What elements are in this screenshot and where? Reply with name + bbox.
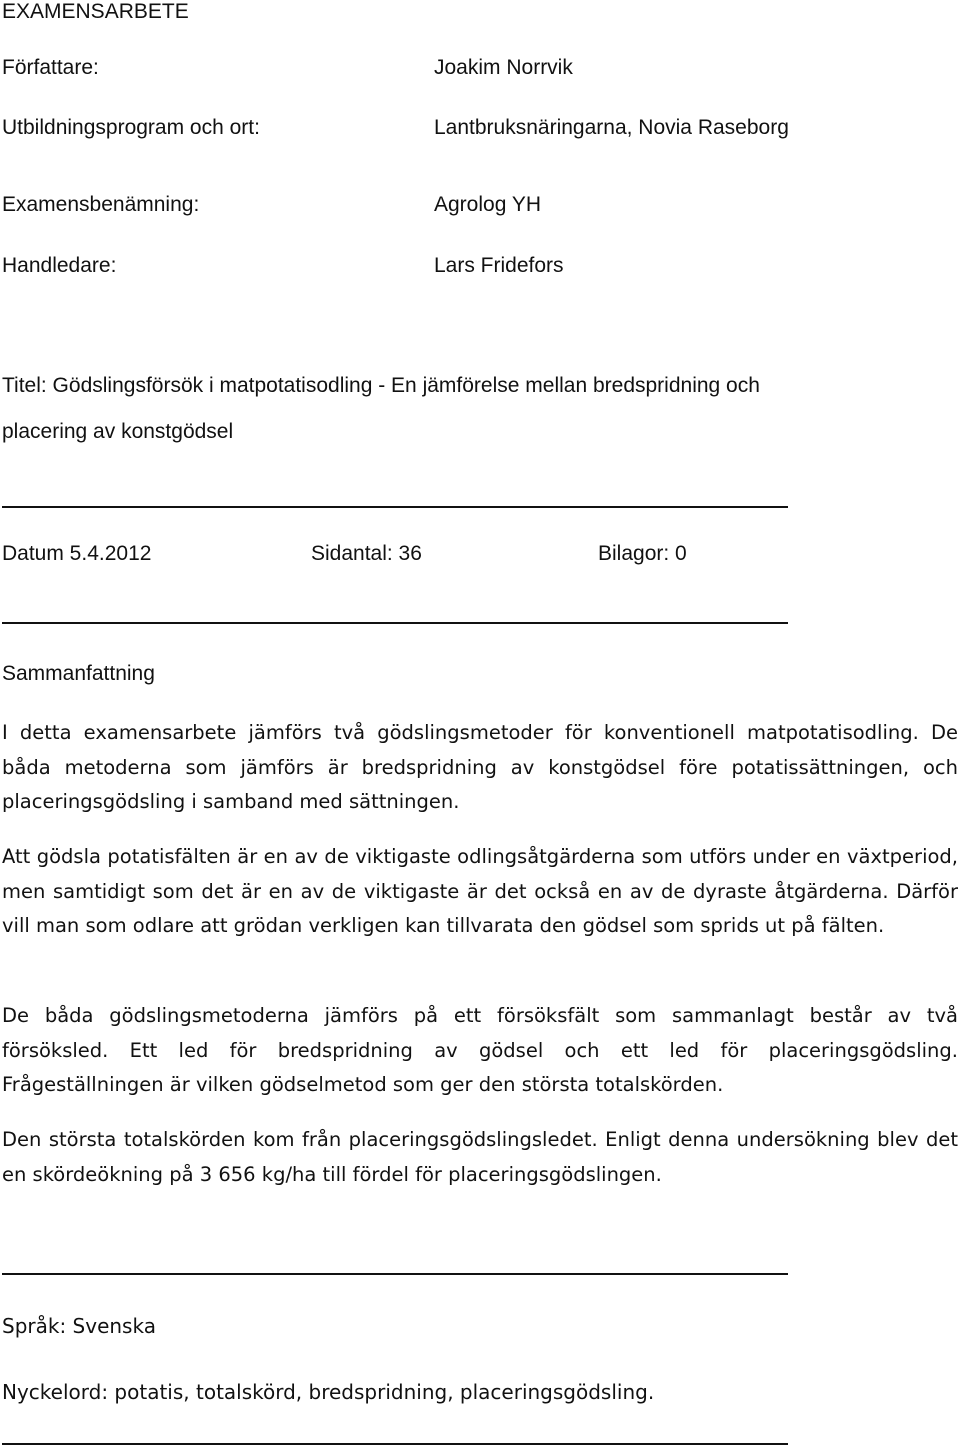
document-header: EXAMENSARBETE bbox=[2, 0, 189, 23]
degree-label: Examensbenämning: bbox=[2, 193, 200, 216]
degree-value: Agrolog YH bbox=[434, 193, 542, 216]
summary-heading: Sammanfattning bbox=[2, 662, 155, 685]
program-label: Utbildningsprogram och ort: bbox=[2, 116, 260, 139]
thesis-title-line-2: placering av konstgödsel bbox=[2, 420, 234, 443]
divider bbox=[2, 1443, 788, 1445]
supervisor-value: Lars Fridefors bbox=[434, 254, 564, 277]
author-value: Joakim Norrvik bbox=[434, 56, 573, 79]
summary-paragraph-2: Att gödsla potatisfälten är en av de viktigaste odlingsåtgärderna som utförs under en växtperiod, men samtidigt som det är en av de viktigaste är det också en av de dyraste åtgärderna. Därför vill man som odlare att grödan verkligen kan tillvarata den gödsel som sprids ut på fälten. bbox=[2, 845, 958, 937]
supervisor-label: Handledare: bbox=[2, 254, 117, 277]
keywords-field: Nyckelord: potatis, totalskörd, bredspridning, placeringsgödsling. bbox=[2, 1380, 655, 1404]
date-field: Datum 5.4.2012 bbox=[2, 542, 152, 565]
divider bbox=[2, 622, 788, 624]
appendices-field: Bilagor: 0 bbox=[598, 542, 687, 565]
summary-paragraph-4: Den största totalskörden kom från placeringsgödslingsledet. Enligt denna undersökning blev det en skördeökning på 3 656 kg/ha till fördel för placeringsgödslingen. bbox=[2, 1128, 958, 1186]
author-label: Författare: bbox=[2, 56, 99, 79]
program-value: Lantbruksnäringarna, Novia Raseborg bbox=[434, 116, 789, 139]
page-count-field: Sidantal: 36 bbox=[311, 542, 422, 565]
language-field: Språk: Svenska bbox=[2, 1314, 156, 1338]
divider bbox=[2, 1273, 788, 1275]
summary-paragraph-3: De båda gödslingsmetoderna jämförs på ett försöksfält som sammanlagt består av två försöksled. Ett led för bredspridning av gödsel och ett led för placeringsgödsling. Frågeställningen är vilken gödselmetod som ger den största totalskörden. bbox=[2, 1004, 958, 1096]
divider bbox=[2, 506, 788, 508]
thesis-title-line-1: Titel: Gödslingsförsök i matpotatisodling - En jämförelse mellan bredspridning och bbox=[2, 374, 760, 397]
summary-paragraph-1: I detta examensarbete jämförs två gödslingsmetoder för konventionell matpotatisodling. De båda metoderna som jämförs är bredspridning av konstgödsel före potatissättningen, och placeringsgödsling i samband med sättningen. bbox=[2, 721, 958, 813]
